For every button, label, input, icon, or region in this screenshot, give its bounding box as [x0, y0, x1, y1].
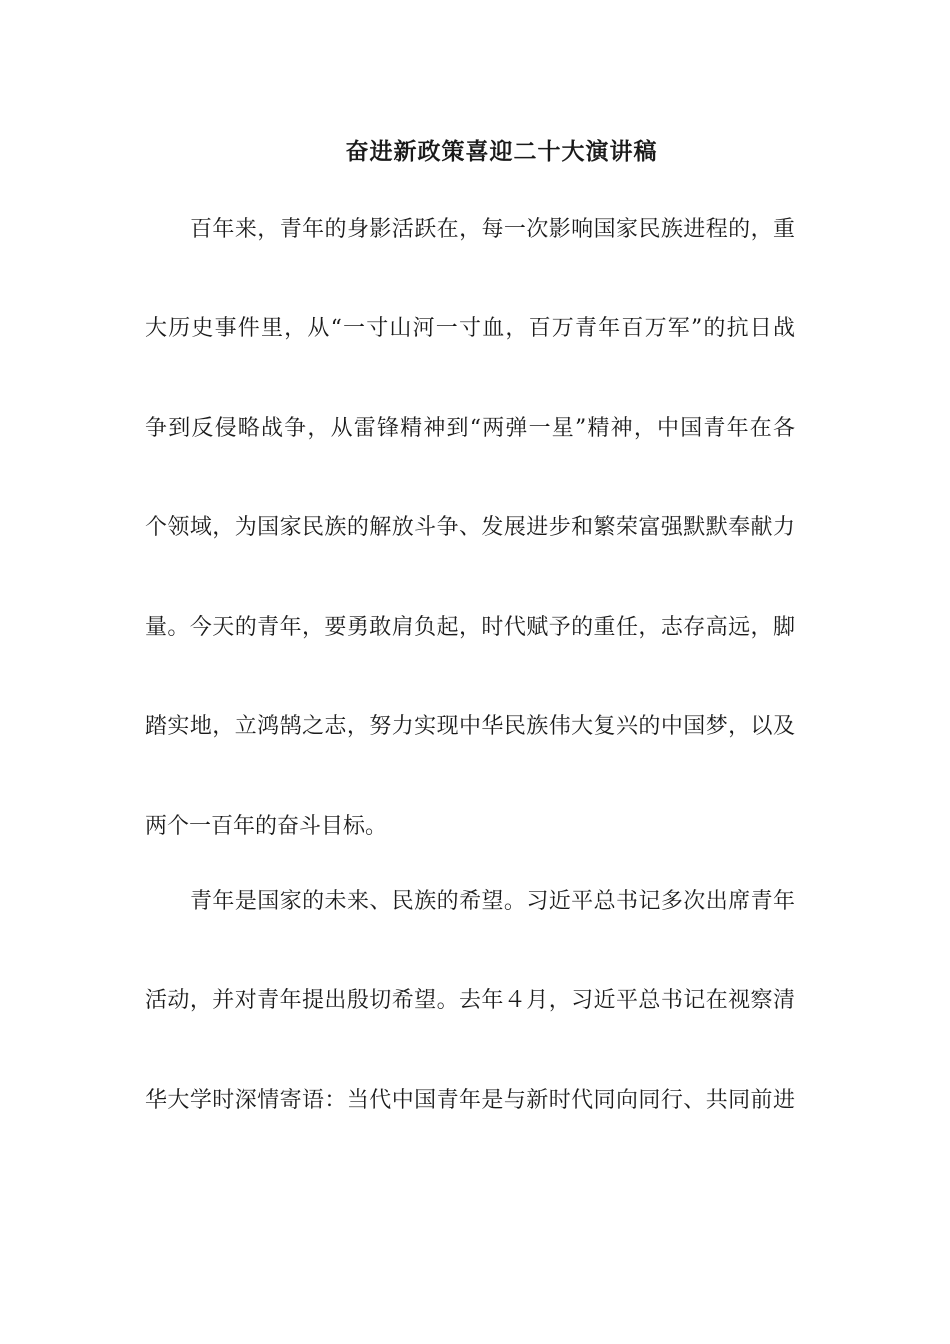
document-title: 奋进新政策喜迎二十大演讲稿: [345, 138, 658, 165]
paragraph-2-line-1: 青年是国家的未来、民族的希望。习近平总书记多次出席青年: [190, 889, 795, 914]
paragraph-1-line-4: 个领域，为国家民族的解放斗争、发展进步和繁荣富强默默奉献力: [145, 515, 795, 540]
paragraph-1-line-5: 量。今天的青年，要勇敢肩负起，时代赋予的重任，志存高远，脚: [145, 615, 795, 640]
paragraph-1-line-6: 踏实地，立鸿鹄之志，努力实现中华民族伟大复兴的中国梦，以及: [145, 714, 795, 739]
paragraph-1-line-2: 大历史事件里，从“一寸山河一寸血，百万青年百万军”的抗日战: [145, 316, 795, 341]
paragraph-1-line-7: 两个一百年的奋斗目标。: [145, 814, 388, 839]
paragraph-1-line-1: 百年来，青年的身影活跃在，每一次影响国家民族进程的，重: [190, 217, 795, 242]
paragraph-2-line-2: 活动，并对青年提出殷切希望。去年４月，习近平总书记在视察清: [145, 988, 795, 1013]
paragraph-2-line-3: 华大学时深情寄语：当代中国青年是与新时代同向同行、共同前进: [145, 1088, 795, 1113]
paragraph-1-line-3: 争到反侵略战争，从雷锋精神到“两弹一星”精神，中国青年在各: [145, 416, 795, 441]
